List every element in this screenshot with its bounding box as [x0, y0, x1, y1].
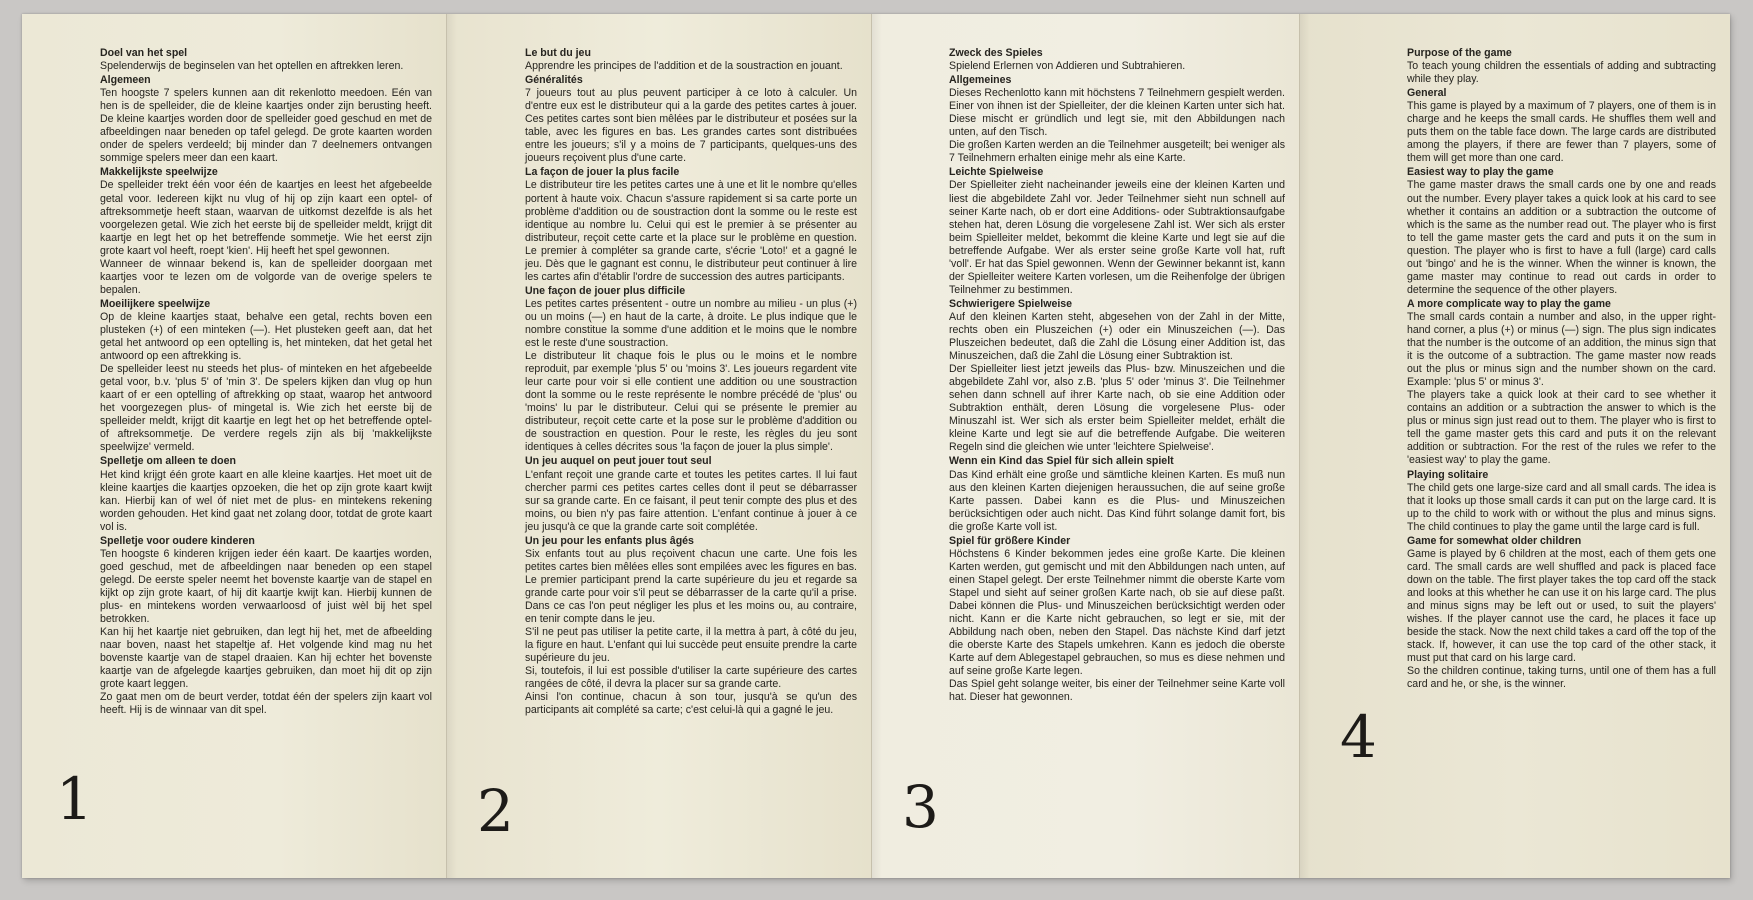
panel-text — [1407, 47, 1716, 691]
section-text: Game is played by 6 children at the most, each of them gets one card. The small cards are well shuffled and pack is placed face down on the table. The first player takes the top card off the stack and looks at this whether he can use it on his large card. The plus and minus signs may be left out or used, to suit the players' wishes. If the player cannot use the card, he places it face up beside the stack. Now the next child takes a card off the top of the stack. If, however, it can use the top card of the other stack, it must put that card on his large card. So the children continue, taking turns, until one of them has a full card and he, or she, is the winner. — [1407, 547, 1716, 691]
section-text: Le distributeur tire les petites cartes une à une et lit le nombre qu'elles portent à haute voix. Chacun s'assure rapidement si sa carte porte un problème d'addition ou de soustraction dont la somme ou le reste est identique au nombre lu. Celui qui est le premier à se présenter au distributeur, reçoit cette carte et la place sur le problème en question. Le premier à compléter sa grande carte, s'écrie 'Loto!' et a gagné le jeu. Dès que le gagnant est connu, le distributeur peut continuer à lire les cartes afin d'établir l'ordre de succession des autres participants. — [525, 179, 857, 283]
section-heading: Spelletje voor oudere kinderen — [100, 534, 255, 547]
section-text: This game is played by a maximum of 7 players, one of them is in charge and he keeps the small cards. He shuffles them well and puts them on the table face down. The large cards are distributed among the players, if there are fewer than 7 players, some of them will get more than one card. — [1407, 100, 1716, 165]
panel-dutch — [22, 14, 447, 878]
section-text: Apprendre les principes de l'addition et de la soustraction en jouant. — [525, 60, 843, 73]
section-heading: Makkelijkste speelwijze — [100, 166, 218, 179]
panel-number: 4 — [1340, 703, 1377, 771]
section-text: Les petites cartes présentent - outre un nombre au milieu - un plus (+) ou un moins (—) en haut de la carte, à droite. Le plus indique que le nombre constitue la somme d'une addition et le moins que le nombre est le reste d'une soustraction. Le distributeur lit chaque fois le plus ou le moins et le nombre reproduit, par exemple 'plus 5' ou 'moins 3'. Les joueurs regardent vite leur carte pour voir si elle contient une addition ou une soustraction dont la somme ou le reste représente le nombre précédé de 'plus' ou 'moins' lu par le distributeur. Celui qui se présente le premier au distributeur, reçoit cette carte et la pose sur le problème d'addition ou de soustraction en question. Pour le reste, les règles du jeu sont identiques à celles décrites sous 'la façon de jouer la plus simple'. — [525, 297, 857, 454]
section-heading: La façon de jouer la plus facile — [525, 166, 680, 179]
section-text: The game master draws the small cards one by one and reads out the number. Every player takes a quick look at his card to see whether it contains an addition or a subtraction the outcome of which is the same as the number read out. The player who is first to tell the game master gets the card and puts it on the sum in question. The player who is first to have a full (large) card calls out 'bingo' and he is the winner. When the winner is known, the game master may continue to read out cards in order to determine the sequence of the other players. — [1407, 179, 1716, 296]
section-heading: Schwierigere Spielweise — [949, 297, 1073, 310]
section-heading: Généralités — [525, 74, 583, 87]
section-text: The child gets one large-size card and all small cards. The idea is that it looks up those small cards it can put on the large card. It is up to the child to work with or without the plus and minus signs. The child continues to play the game until the large card is full. — [1407, 481, 1716, 533]
fold-shadow — [1300, 14, 1310, 878]
panel-english — [1300, 14, 1730, 878]
section-text: L'enfant reçoit une grande carte et toutes les petites cartes. Il lui faut chercher parmi ces petites cartes celles dont il peut se débarrasser sur sa grande carte. En ce faisant, il peut tenir compte des plus et des moins, ou bien n'y pas faire attention. L'enfant continue à jouer à ce jeu jusqu'à ce que la grande carte soit complétée. — [525, 468, 857, 533]
section-text: 7 joueurs tout au plus peuvent participer à ce loto à calculer. Un d'entre eux est le distributeur qui a la garde des petites cartes à jouer. Ces petites cartes sont bien mêlées par le distributeur et posées sur la table, avec les figures en bas. Les grandes cartes sont distribuées entre les joueurs; s'il y a moins de 7 participants, quelques-uns des joueurs reçoivent plus d'une carte. — [525, 87, 857, 165]
section-text: Six enfants tout au plus reçoivent chacun une carte. Une fois les petites cartes bien mêlées elles sont empilées avec les figures en bas. Le premier participant prend la carte supérieure du jeu et regarde sa grande carte pour voir s'il peut se débarrasser de la carte qu'il a prise. Dans ce cas l'on peut négliger les plus et les moins ou, au contraire, en tenir compte dans le jeu. S'il ne peut pas utiliser la petite carte, il la mettra à part, à côté du jeu, la figure en haut. L'enfant qui lui succède peut ensuite prendre la carte supérieure du jeu. Si, toutefois, il lui est possible d'utiliser la carte supérieure des cartes rangées de côté, il devra la placer sur sa grande carte. Ainsi l'on continue, chacun à son tour, jusqu'à se qu'un des participants ait complété sa carte; c'est celui-là qui a gagné le jeu. — [525, 547, 857, 717]
section-text: Das Kind erhält eine große und sämtliche kleinen Karten. Es muß nun aus den kleinen Karten diejenigen heraussuchen, die auf seine große Karte passen. Dabei kann es die Plus- und Minuszeichen berücksichtigen oder auch nicht. Das Kind führt solange damit fort, bis die große Karte voll ist. — [949, 468, 1285, 533]
panel-german — [872, 14, 1300, 878]
panel-text — [100, 47, 432, 717]
panel-number: 2 — [477, 777, 514, 845]
section-heading: Un jeu pour les enfants plus âgés — [525, 534, 694, 547]
section-heading: Game for somewhat older children — [1407, 534, 1582, 547]
panel-number: 3 — [902, 773, 939, 841]
section-heading: Algemeen — [100, 74, 151, 87]
panel-text — [525, 47, 857, 717]
section-heading: Moeilijkere speelwijze — [100, 297, 211, 310]
section-text: Ten hoogste 7 spelers kunnen aan dit rekenlotto meedoen. Eén van hen is de spelleider, die de kleine kaartjes onder zijn berusting heeft. De kleine kaartjes worden door de spelleider goed geschud en met de afbeeldingen naar beneden op tafel gelegd. De grote kaarten worden onder de spelers verdeeld; bij minder dan 7 deelnemers ontvangen sommige spelers meer dan een kaart. — [100, 87, 432, 165]
section-text: Auf den kleinen Karten steht, abgesehen von der Zahl in der Mitte, rechts oben ein Pluszeichen (+) oder ein Minuszeichen (—). Das Pluszeichen bedeutet, daß die Zahl die Lösung einer Addition ist, das Minuszeichen, daß die Zahl die Lösung einer Subtraktion ist. Der Spielleiter liest jetzt jeweils das Plus- bzw. Minuszeichen und die abgebildete Zahl vor, also z.B. 'plus 5' oder 'minus 3'. Die Teilnehmer sehen dann schnell auf ihrer Karte nach, ob sie eine Addition oder Subtraktion enthält, deren Lösung die vorgelesene Plus- oder Minuszahl ist. Wer sich als erster beim Spielleiter meldet, erhält die kleine Karte und legt sie auf die betreffende Aufgabe. Die weiteren Regeln sind die gleichen wie unter 'leichtere Spielweise'. — [949, 310, 1285, 454]
section-text: Spielend Erlernen von Addieren und Subtrahieren. — [949, 60, 1186, 73]
section-text: Spelenderwijs de beginselen van het optellen en aftrekken leren. — [100, 60, 404, 73]
fold-shadow — [447, 14, 457, 878]
section-heading: A more complicate way to play the game — [1407, 297, 1611, 310]
section-heading: Leichte Spielweise — [949, 166, 1044, 179]
section-text: Het kind krijgt één grote kaart en alle kleine kaartjes. Het moet uit de kleine kaartjes die kaartjes opzoeken, die het op zijn grote kaart kwijt kan. Hierbij kan of wel óf niet met de plus- en mintekens rekening worden gehouden. Het kind gaat net zolang door, totdat de grote kaart vol is. — [100, 468, 432, 533]
panel-number: 1 — [56, 765, 93, 833]
section-heading: General — [1407, 87, 1447, 100]
section-heading: Doel van het spel — [100, 47, 188, 59]
section-heading: Un jeu auquel on peut jouer tout seul — [525, 455, 712, 468]
section-text: To teach young children the essentials of adding and subtracting while they play. — [1407, 60, 1716, 86]
section-text: Höchstens 6 Kinder bekommen jedes eine große Karte. Die kleinen Karten werden, gut gemischt und mit den Abbildungen nach unten, auf einen Stapel gelegt. Der erste Teilnehmer nimmt die oberste Karte vom Stapel und sieht auf seiner großen Karte nach, ob sie auf diese paßt. Dabei können die Plus- und Minuszeichen berücksichtigt werden oder nicht. Kann er die Karte nicht gebrauchen, so legt er sie, mit der Abbildung nach oben, neben den Stapel. Das nächste Kind darf jetzt die oberste Karte des Stapels umkehren. Kann es jedoch die oberste Karte auf dem Ablegestapel gebrauchen, so mus es diese nehmen und auf seine große Karte legen. Das Spiel geht solange weiter, bis einer der Teilnehmer seine Karte voll hat. Dieser hat gewonnen. — [949, 547, 1285, 704]
section-text: Der Spielleiter zieht nacheinander jeweils eine der kleinen Karten und liest die abgebildete Zahl vor. Jeder Teilnehmer sieht nun schnell auf seiner Karte nach, ob er dort eine Additions- oder Subtraktionsaufgabe stehen hat, deren Lösung die vorgelesene Zahl ist. Wer sich als erster beim Spielleiter meldet, bekommt die kleine Karte und legt sie auf die betreffende Aufgabe. Wer als erster seine große Karte voll hat, ruft 'voll'. Er hat das Spiel gewonnen. Wenn der Gewinner bekannt ist, kann der Spielleiter weitere Karten vorlesen, um die Reihenfolge der übrigen Teilnehmer zu bestimmen. — [949, 179, 1285, 296]
section-heading: Wenn ein Kind das Spiel für sich allein spielt — [949, 455, 1174, 468]
section-heading: Playing solitaire — [1407, 468, 1489, 481]
section-heading: Spiel für größere Kinder — [949, 534, 1071, 547]
fold-shadow — [872, 14, 882, 878]
section-text: Ten hoogste 6 kinderen krijgen ieder één kaart. De kaartjes worden, goed geschud, met de afbeeldingen naar beneden op een stapel gelegd. De eerste speler neemt het bovenste kaartje van de stapel en kijkt op zijn grote kaart, of hij dit kaartje kwijt kan. Hierbij kunnen de plus- en mintekens worden verwaarloosd of juist wèl bij het spel betrokken. Kan hij het kaartje niet gebruiken, dan legt hij het, met de afbeelding naar boven, naast het stapeltje af. Het volgende kind mag nu het bovenste kaartje van de stapel draaien. Kan hij echter het bovenste kaartje van de afgelegde kaartjes gebruiken, dan moet hij dit op zijn grote kaart leggen. Zo gaat men om de beurt verder, totdat één der spelers zijn kaart vol heeft. Hij is de winnaar van dit spel. — [100, 547, 432, 717]
section-text: The small cards contain a number and also, in the upper right-hand corner, a plus (+) or minus (—) sign. The plus sign indicates that the number is the outcome of an addition, the minus sign that it is the outcome of a subtraction. The game master now reads out the plus or minus sign and the number shown on the card. Example: 'plus 5' or minus 3'. The players take a quick look at their card to see whether it contains an addition or a subtraction the answer to which is the plus or minus sign just read out to them. The player who is first to tell the game master gets this card and puts it on the relevant addition or subtraction. For the rest of the rules we refer to the 'easiest way' to play the game. — [1407, 310, 1716, 467]
panel-text — [949, 47, 1285, 704]
section-text: Op de kleine kaartjes staat, behalve een getal, rechts boven een plusteken (+) of een minteken (—). Het plusteken geeft aan, dat het getal het antwoord op een optelling is, het minteken, dat het getal het antwoord op een aftrekking is. De spelleider leest nu steeds het plus- of minteken en het afgebeelde getal voor, b.v. 'plus 5' of 'min 3'. De spelers kijken dan vlug op hun kaart of er een optelling of aftrekking op staat, waarop het antwoord het voorgezegen plus- of mingetal is. Wie zich het eerste bij de spelleider meldt, krijgt dit kaartje en legt het op het betreffende optel- of aftreksommetje. De verdere regels zijn als bij 'makkelijkste speelwijze' vermeld. — [100, 310, 432, 454]
section-heading: Spelletje om alleen te doen — [100, 455, 236, 468]
section-text: Dieses Rechenlotto kann mit höchstens 7 Teilnehmern gespielt werden. Einer von ihnen ist der Spielleiter, der die kleinen Karten unter sich hat. Diese mischt er gründlich und legt sie, mit den Abbildungen nach unten, auf den Tisch. Die großen Karten werden an die Teilnehmer ausgeteilt; bei weniger als 7 Teilnehmern erhalten einige mehr als eine Karte. — [949, 87, 1285, 165]
section-heading: Allgemeines — [949, 74, 1012, 87]
instruction-leaflet — [22, 14, 1730, 878]
panel-french — [447, 14, 872, 878]
section-heading: Zweck des Spieles — [949, 47, 1043, 59]
section-heading: Easiest way to play the game — [1407, 166, 1554, 179]
section-heading: Une façon de jouer plus difficile — [525, 284, 686, 297]
section-heading: Purpose of the game — [1407, 47, 1512, 59]
section-text: De spelleider trekt één voor één de kaartjes en leest het afgebeelde getal voor. Iedereen kijkt nu vlug of hij op zijn kaart een optel- of aftreksommetje heeft staan, waarvan de uitkomst dezelfde is als het voorgelezen getal. Wie zich het eerste bij de spelleider meldt, krijgt dit kaartje en legt het op het betreffende sommetje. Wie het eerst zijn grote kaart vol heeft, roept 'kien'. Hij heeft het spel gewonnen. Wanneer de winnaar bekend is, kan de spelleider doorgaan met kaartjes voor te lezen om de volgorde van de overige spelers te bepalen. — [100, 179, 432, 296]
section-heading: Le but du jeu — [525, 47, 591, 59]
